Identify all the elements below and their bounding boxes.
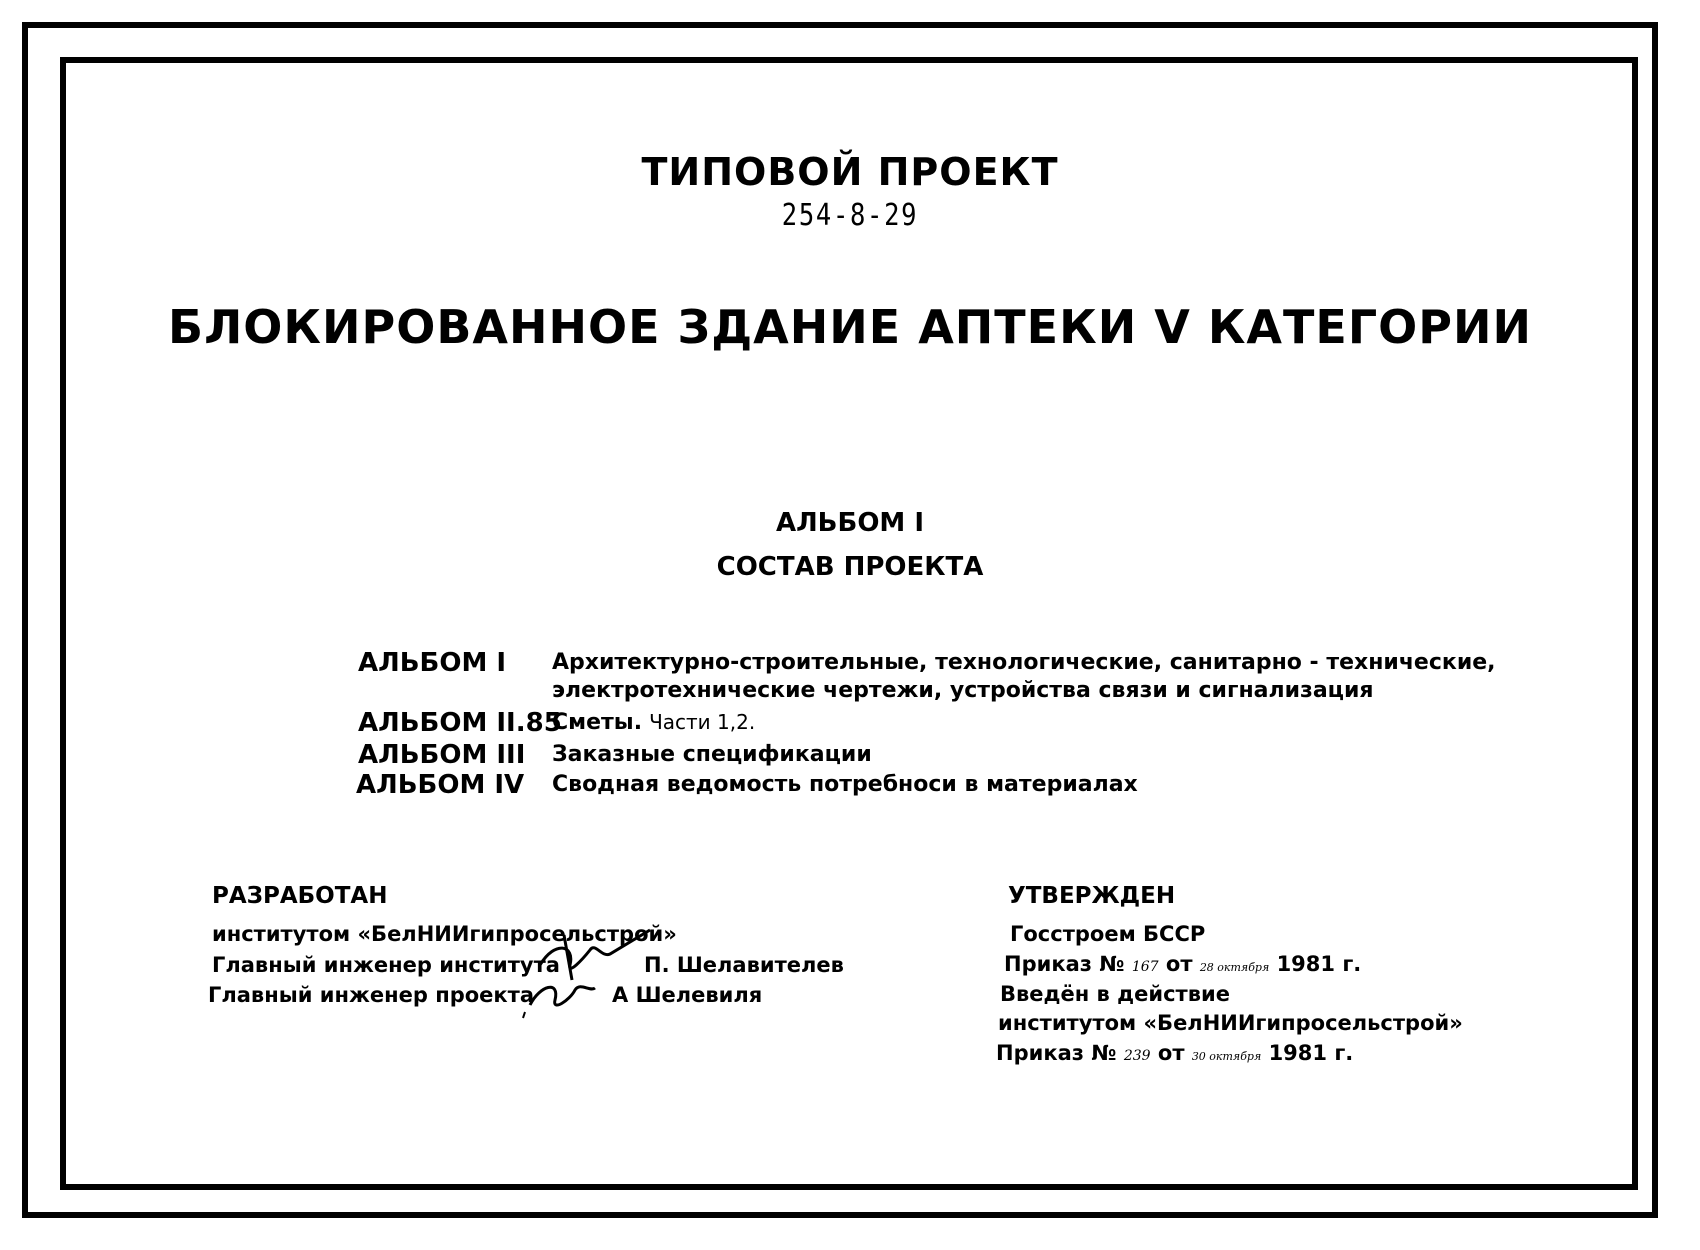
signature-stroke bbox=[523, 1012, 525, 1018]
chief-engineer-institute-name: П. Шелавителев bbox=[644, 953, 844, 977]
order-date: 28 октября bbox=[1199, 961, 1270, 974]
enacted-label: Введён в действие bbox=[1000, 982, 1230, 1006]
project-number: 254-8-29 bbox=[781, 198, 919, 233]
album-heading: АЛЬБОМ I bbox=[775, 508, 925, 538]
order-number: 167 bbox=[1131, 959, 1159, 975]
developed-heading: РАЗРАБОТАН bbox=[212, 883, 388, 909]
album-row-text: Заказные спецификации bbox=[552, 742, 872, 767]
document-title: БЛОКИРОВАННОЕ ЗДАНИЕ АПТЕКИ V КАТЕГОРИИ bbox=[168, 300, 1532, 354]
order-line-1 bbox=[1004, 952, 1361, 976]
album-row-label: АЛЬБОМ II.85 bbox=[358, 708, 562, 738]
album-row-label: АЛЬБОМ I bbox=[358, 648, 507, 678]
approved-by: Госстроем БССР bbox=[1010, 922, 1206, 946]
album-row-text-handwritten: Части 1,2. bbox=[649, 710, 756, 734]
order-date: 30 октября bbox=[1191, 1050, 1262, 1063]
order-from: от bbox=[1157, 1041, 1185, 1065]
album-row-text bbox=[552, 710, 755, 735]
order-from: от bbox=[1165, 952, 1193, 976]
order-prefix: Приказ № bbox=[1004, 952, 1125, 976]
album-row-text: Сводная ведомость потребноси в материалах bbox=[552, 772, 1138, 797]
project-type: ТИПОВОЙ ПРОЕКТ bbox=[641, 150, 1059, 194]
signature-stroke bbox=[530, 987, 595, 1005]
order-number: 239 bbox=[1123, 1048, 1151, 1064]
chief-engineer-institute-label: Главный инженер института bbox=[212, 953, 560, 977]
chief-engineer-project-label: Главный инженер проекта bbox=[208, 983, 535, 1007]
album-subtitle: СОСТАВ ПРОЕКТА bbox=[716, 552, 984, 582]
album-row-text: Архитектурно-строительные, технологические, санитарно - технические, bbox=[552, 650, 1496, 675]
album-row-text: электротехнические чертежи, устройства связи и сигнализация bbox=[552, 678, 1374, 703]
album-row-text-bold: Сметы. bbox=[552, 710, 643, 735]
order-year: 1981 г. bbox=[1276, 952, 1362, 976]
signature-stroke bbox=[540, 930, 650, 968]
enacted-institute: институтом «БелНИИгипросельстрой» bbox=[998, 1011, 1463, 1035]
order-year: 1981 г. bbox=[1268, 1041, 1354, 1065]
order-line-2 bbox=[996, 1041, 1353, 1065]
album-row-label: АЛЬБОМ IV bbox=[356, 770, 525, 800]
album-row-label: АЛЬБОМ III bbox=[358, 740, 526, 770]
approved-heading: УТВЕРЖДЕН bbox=[1008, 883, 1176, 909]
developed-institute: институтом «БелНИИгипросельстрой» bbox=[212, 922, 677, 946]
handwritten-signatures bbox=[520, 920, 660, 1020]
chief-engineer-project-name: А Шелевиля bbox=[612, 983, 763, 1007]
order-prefix: Приказ № bbox=[996, 1041, 1117, 1065]
